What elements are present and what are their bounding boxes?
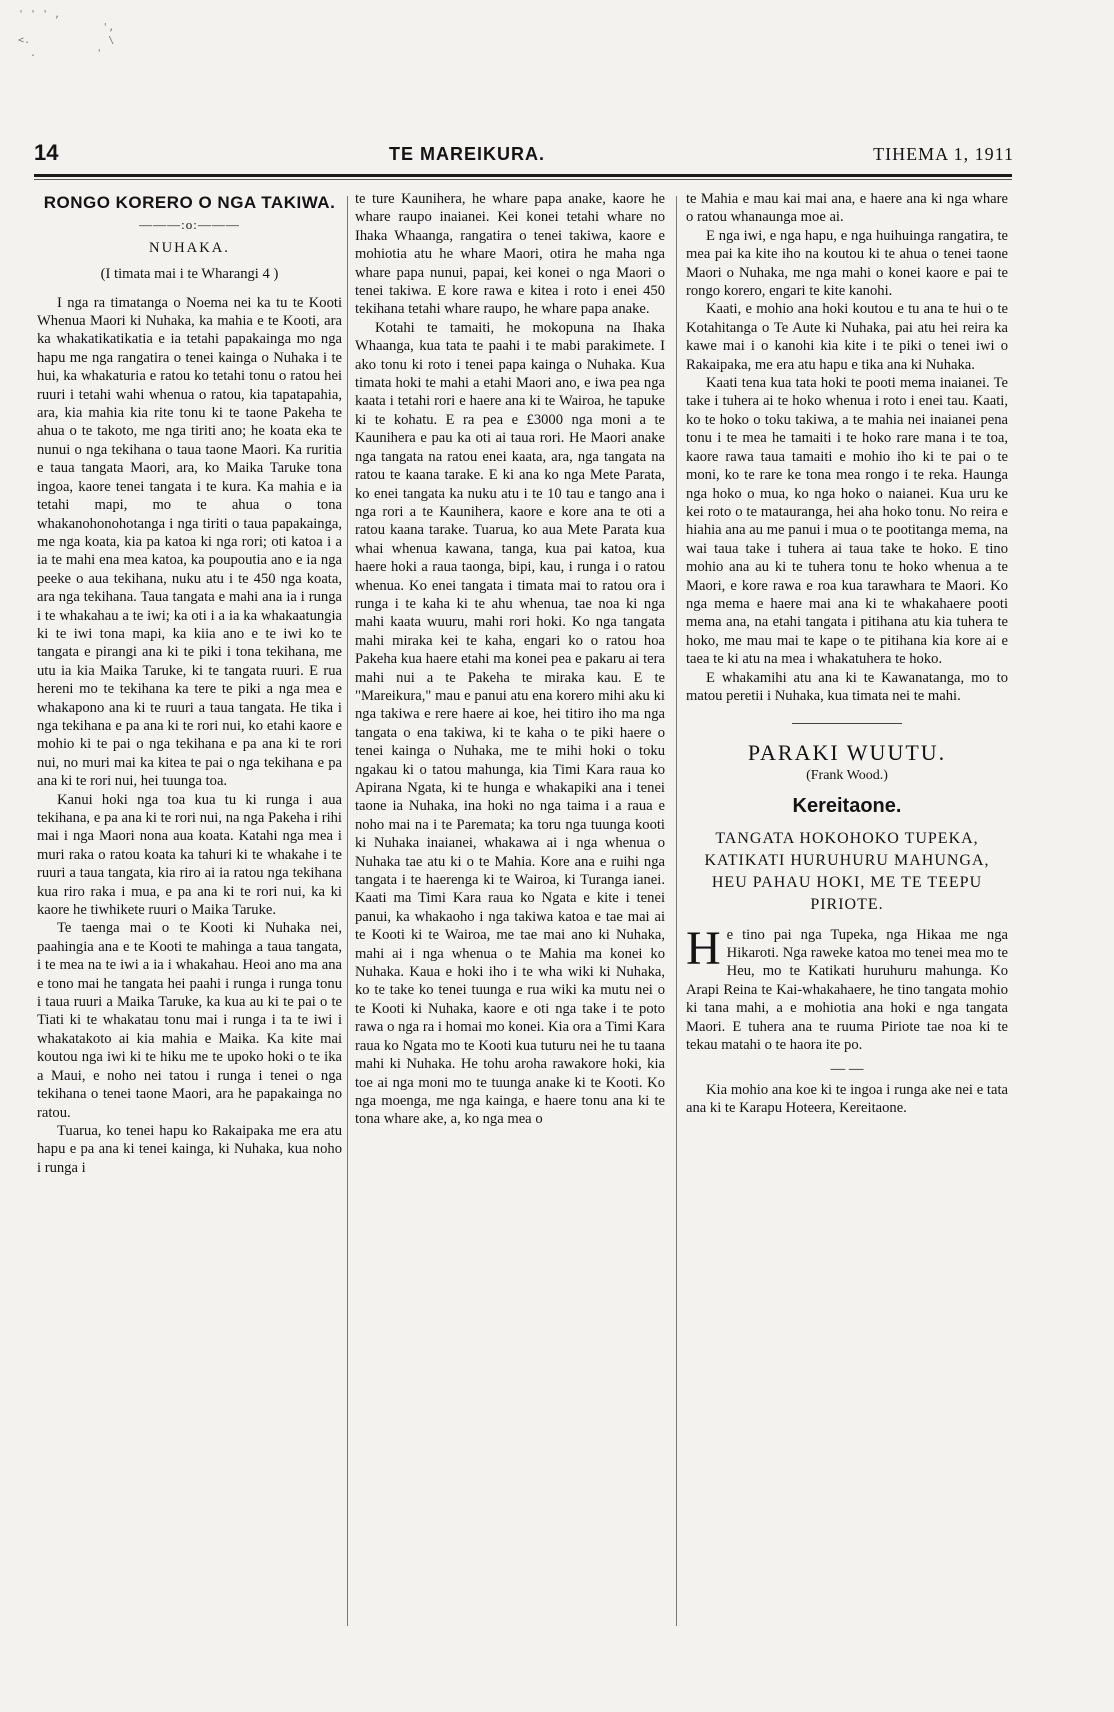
- page-header: [34, 140, 1014, 166]
- article-place: NUHAKA.: [149, 239, 230, 256]
- article-paragraph: te Mahia e mau kai mai ana, e haere ana ki nga whare o ratou whanaunga moe ai.: [686, 191, 1008, 226]
- ad-caps-heading: TANGATA HOKOHOKO TUPEKA, KATIKATI HURUHURU MAHUNGA, HEU PAHAU HOKI, ME TE TEEPU PIRIOTE.: [704, 829, 990, 913]
- ad-dash: — —: [830, 1061, 864, 1078]
- publication-title: TE MAREIKURA.: [389, 144, 545, 164]
- article-paragraph: Tuarua, ko tenei hapu ko Rakaipaka me era atu hapu e pa ana ki tenei kainga, ki Nuhaka, kua noho i runga i: [37, 1122, 342, 1176]
- ad-place: Kereitaone.: [792, 795, 902, 818]
- article-paragraph: Kaati tena kua tata hoki te pooti mema inaianei. Te take i tuhera ai te hoko whenua i roto i enei tau. Kaati, ko te hoko o toku takiwa, a te mahia nei inaianei pena tonu i te mea he tamaiti i te hoko rare mana i te toa, kaore rawa taua tamaiti e mohio iho ki te pai o te moni, ko te rare ke tona mea rongo i te reka. Haunga nga hoko o mua, ko nga hoko o naianei. Kua uru ke kei roto o te matauranga, hei aha hoko tonu. No reira e hiahia ana au me panui i mua o te pootitanga mema, na wai taua take i tuhera ai taua take te hoko. E tino mohio ana au ki te tuhera tonu te hoko whenua a te Maori, e kore rawa e roa kua tarawhara te Maori. Ko nga mema e haere mai ana ki te whakahaere pooti mema ana, na etahi tangata i pitihana atu kia tuhera te hoko, me mau mai te kape o te pitihana kia kore ai e taea te ki atu na mea i whakatuhera te hoko.: [686, 375, 1008, 668]
- ad-title: PARAKI WUUTU.: [747, 740, 947, 766]
- header-rule: [34, 174, 1012, 177]
- column-3: [686, 190, 1008, 1118]
- header-rule-thin: [34, 179, 1012, 180]
- article-paragraph: Kanui hoki nga toa kua tu ki runga i aua tekihana, e pa ana ki te rori nui, na nga Pakeha i rihi mai i nga Maori nona aua koata. Katahi nga mea i muri raka o ratou koata ka tahuri ki te whakahe i te ruuri a taua tangata, kia riro ai ia ratou nga tekihana kua riro raka i mua, e pa ana ki te rori nui, ka ki kaore he tiwhikete ruuri o Maika Taruke.: [37, 791, 342, 919]
- article-paragraph: E whakamihi atu ana ki te Kawanatanga, mo to matou peretii i Nuhaka, kua timata nei te mahi.: [686, 669, 1008, 704]
- article-source-note: (I timata mai i te Wharangi 4 ): [100, 266, 279, 283]
- drop-cap: H: [686, 921, 721, 975]
- scan-specks: ' ' ' , ', <. \ . ': [18, 9, 115, 59]
- section-divider: [792, 723, 902, 724]
- column-1: [37, 190, 342, 1177]
- ornament: ———:o:———: [139, 217, 240, 233]
- ad-subtitle: (Frank Wood.): [806, 767, 888, 783]
- ad-closing: Kia mohio ana koe ki te ingoa i runga ake nei e tata ana ki te Karapu Hoteera, Kereitaone.: [686, 1081, 1008, 1117]
- ad-body: [686, 921, 1008, 1055]
- article-paragraph: E nga iwi, e nga hapu, e nga huihuinga rangatira, te mea pai ka kite iho na koutou ki te ahua o tenei taone Maori o Nuhaka, me nga mahi o konei kaore e pai te rongo korero, engari te kite kanohi.: [686, 227, 1008, 300]
- article-paragraph: I nga ra timatanga o Noema nei ka tu te Kooti Whenua Maori ki Nuhaka, ka mahia e te Kooti, ara ka whakatikatikatia e ia tetahi papakainga mo nga hapu me nga rangatira o tenei kainga o Nuhaka i te hui, ka whakaturia e ratou ko tetahi tonu o ratou hei ruuri i tetahi wahi whenua o ratou, kia tapatapahia, ara, kia mahia kia rite tonu ki te taone Pakeha te ahua o te takoto, me nga tiriti ano; he koata eka te nunui o nga tekihana o taua taone Maori. Ka ruritia e taua tangata Maori, ara, ko Maika Taruke tona ingoa, kaore tenei tangata i te kura. Ka mahia e ia tetahi mapi, mo te ahua o tona whakanohonohotanga i nga tiriti o taua papakainga, me nga koata, kia pa katoa ki nga rori; oti katoa i a ia te mahi ena mea katoa, ka poupoutia ano e ia nga peeke o aua tekihana, nuku atu i te 450 nga koata, ara nga tekihana. Taua tangata e mahi ana ia i runga i te whakahau a te iwi; ka oti i a ia ka whakaatungia ki te iwi tona mapi, ka kiia ano e te iwi ko te tangata e pirangi ana ki te piki i tona tekihana, me utu ia kia Maika Taruke, ki te tangata ruuri. E rua hereni mo te tekihana ka tere te piki a nga mea e whakapono ana ki te ruuri a taua tangata. He tika i nga tekihana e pa ana ki te rori nui, ko etahi kaore e mohio ki te pai o nga tekihana e pa ana ki te rori nui, no muri mai ka kitea te pai o nga tekihana e pa ana ki te rori nui, hei tuunga toa.: [37, 294, 342, 790]
- issue-date: TIHEMA 1, 1911: [873, 144, 1014, 164]
- article-paragraph: Kotahi te tamaiti, he mokopuna na Ihaka Whaanga, kua tata te paahi i te mabi parakimete. I ako tonu ki roto i tenei papa kainga o Nuhaka. Kua timata hoki te mahi a etahi Maori ano, e iwa pea nga kaata i tetahi rori e haere ana ki te Wairoa, he tapuke ki te kohatu. E ra pea e £3000 nga moni a te Kaunihera e pau ka oti ai taua rori. He Maori anake nga tangata na ratou enei kaata, ara, nga tangata na ratou te kaana tarake. E ki ana ko nga Mete Parata, ko enei tangata ka nuku atu i te 10 tau e tango ana i nga rori a te Kaunihera, kaore e kore ana te oti a ratou kaana tarake. Tuarua, ko aua Mete Parata kua whai whenua kawana, tanga, kua pai katoa, kua haere hoki a raua taonga, bipi, kau, i runga i o ratou whenua. Ko enei tangata i timata mai to ratou ora i runga i te kaha ki te ahu whenua, tae noa ki nga mahi kaata wuuru, mahi rori hoki. Ko nga tangata mahi miraka kei te kaha, engari ko o ratou hoa Pakeha kua haere etahi ma konei pea e pakaru ai tera mahi nui a te Pakeha te miraka kau. E te "Mareikura," mau e panui atu ena korero mihi aku ki nga takiwa e rere haere ai koe, hei titiro iho ma nga tangata o ena takiwa, ki te kaha o te piki haere o tenei kainga o Nuhaka, me te mihi hoki o toku ngakau ki o tatou mahunga, kia Timi Kara raua ko Apirana Ngata, ki te hunga e whakapiki ana i tenei taone ia Nuhaka, ina hoki no nga taima i a raua e noho mai na i te Paremata; ka toru nga tuunga kooti ki Nuhaka inaianei, whakawa ai i nga whenua o Nuhaka tae atu ki o te Mahia. Kore ana e ruihi nga tangata i te haerenga ki te Wairoa, ki Turanga ianei. Kaati ma Timi Kara raua ko Ngata e kite i tenei panui, ka whakaoho i nga takiwa katoa e tae mai ai te Kooti ki te Wairoa, me tae mai ano ki Nuhaka, mahi ai i nga whenua o te Mahia ma konei ko Nuhaka. Kaua e hoki iho i te wha wiki ki Nuhaka, ko te take ko tenei tuunga e rua wiki ka mutu nei o te Kooti ki Nuhaka, kaore e oti nga take i te poto rawa o nga ra i homai mo konei. Kia ora a Timi Kara raua ko Ngata mo te Kooti kua tuturu nei he tu taana mahi ki Nuhaka. He tohu aroha rawakore hoki, kia toe ai nga moni mo te tuunga anake ki te Kooti. Ko nga moenga, me nga kainga, e haere tonu ana ki te tona whare ake, a, ko nga mea o: [355, 319, 665, 1128]
- article-headline: RONGO KORERO O NGA TAKIWA.: [43, 193, 336, 212]
- column-2: [355, 190, 665, 1129]
- column-divider: [676, 196, 677, 1626]
- column-divider: [347, 196, 348, 1626]
- article-paragraph: Kaati, e mohio ana hoki koutou e tu ana te hui o te Kotahitanga o Te Aute ki Nuhaka, pai atu hei reira ka kawe mai i o kanohi kia kite i te piki o tenei iwi o Rakaipaka, me era atu hapu e tika ana ki Nuhaka.: [686, 301, 1008, 373]
- page-number: 14: [34, 140, 59, 165]
- article-paragraph: te ture Kaunihera, he whare papa anake, kaore he whare raupo inaianei. Kei konei tetahi whare no Ihaka Whaanga, rangatira o tenei takiwa, kaore e mohiotia atu he whare Maori, otira he maha nga whare papa nunui, papai, kei konei o nga Maori o tenei takiwa. E kore rawa e kitea i roto i enei 450 tekihana tetahi whare raupo, he whare papa anake.: [355, 191, 665, 318]
- article-paragraph: Te taenga mai o te Kooti ki Nuhaka nei, paahingia ana e te Kooti te mahinga a taua tangata, i te mea na te iwi a ia i whakahau. Heoi ano ma ana e tono mai he tangata hei paahi i runga i runga tonu i taua ruuri a Maika Taruke, ka kua au ki te pai o te Tiati ki te whakatau tonu mai i runga i ta te iwi i whakatakoto ai kia mahia e Maika. Ka kite mai koutou nga iwi ki te hiku me te upoko hoki o te ika a Maui, e noho nei tatou i runga i tenei o nga tekihana o tenei taone Maori, ara he papakainga no ratou.: [37, 920, 342, 1121]
- ad-body-text: e tino pai nga Tupeka, nga Hikaa me nga Hikaroti. Nga raweke katoa mo tenei mea mo te Heu, mo te Katikati huruhuru mahunga. Ko Arapi Reina te Kai-whakahaere, he tino tangata mohio ki tana mahi, a e mohiotia ana hoki e nga tangata Maori. E tuhera ana te ruuma Piriote tae noa ki te tekau matahi o te haora ite po.: [686, 926, 1008, 1054]
